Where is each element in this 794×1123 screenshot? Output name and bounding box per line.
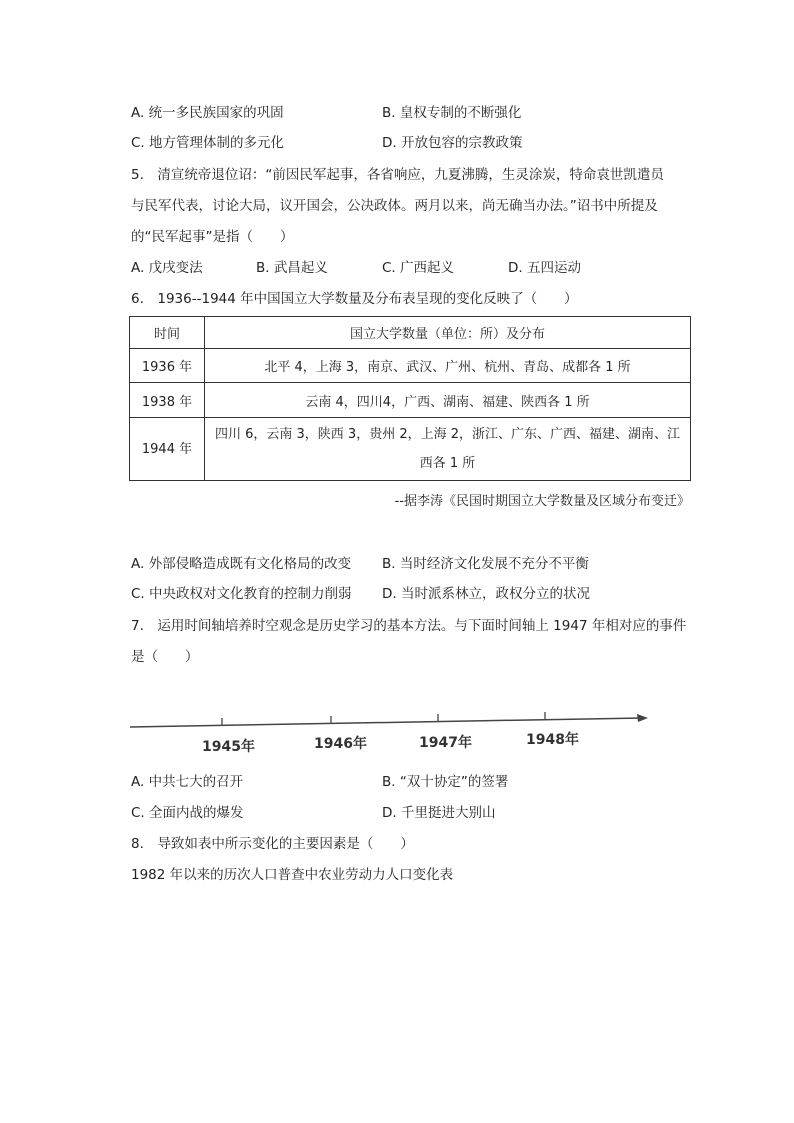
timeline-arrowhead [637, 714, 648, 722]
q7-option-c: C. 全面内战的爆发 [131, 805, 244, 821]
header-time: 时间 [130, 317, 205, 349]
q7-option-b: B. “双十协定”的签署 [382, 774, 509, 790]
timeline-label-1947: 1947年 [419, 735, 472, 751]
q4-option-b: B. 皇权专制的不断强化 [382, 105, 522, 121]
timeline-label-1946: 1946年 [314, 736, 367, 752]
row-distribution: 云南 4，四川4，广西、湖南、福建、陕西各 1 所 [205, 383, 691, 418]
timeline-label-1948: 1948年 [526, 732, 579, 748]
row-distribution-line2: 西各 1 所 [419, 456, 476, 471]
q5-option-b: B. 武昌起义 [256, 260, 328, 276]
q7-option-a: A. 中共七大的召开 [131, 774, 244, 790]
table-row [130, 383, 691, 418]
timeline-label-1945: 1945年 [202, 739, 255, 755]
row-distribution: 北平 4，上海 3，南京、武汉、广州、杭州、青岛、成都各 1 所 [205, 349, 691, 383]
row-year: 1938 年 [130, 383, 205, 418]
header-distribution: 国立大学数量（单位：所）及分布 [205, 317, 691, 349]
q7-option-d: D. 千里挺进大别山 [382, 805, 496, 821]
q5-option-d: D. 五四运动 [508, 260, 581, 276]
q4-option-d: D. 开放包容的宗教政策 [382, 135, 523, 151]
q5-stem-line2: 与民军代表，讨论大局，议开国会，公决政体。两月以来，尚无确当办法。”诏书中所提及 [131, 198, 658, 214]
table-row [130, 349, 691, 383]
q5-stem-line3: 的“民军起事”是指（ ） [131, 229, 294, 245]
q7-stem-line2: 是（ ） [131, 649, 199, 665]
university-distribution-table [129, 316, 691, 481]
row-distribution [205, 418, 691, 481]
q6-option-c: C. 中央政权对文化教育的控制力削弱 [131, 586, 352, 602]
row-distribution-line1: 四川 6，云南 3，陕西 3，贵州 2，上海 2，浙江、广东、广西、福建、湖南、江 [214, 427, 681, 442]
q6-option-b: B. 当时经济文化发展不充分不平衡 [382, 556, 589, 572]
q5-option-c: C. 广西起义 [382, 260, 455, 276]
q4-option-c: C. 地方管理体制的多元化 [131, 135, 285, 151]
q8-table-caption: 1982 年以来的历次人口普查中农业劳动力人口变化表 [131, 867, 454, 883]
q6-stem: 6. 1936--1944 年中国国立大学数量及分布表呈现的变化反映了（ ） [131, 291, 578, 307]
q5-option-a: A. 戊戌变法 [131, 260, 203, 276]
q5-stem-line1: 5. 清宣统帝退位诏：“前因民军起事，各省响应，九夏沸腾，生灵涂炭，特命袁世凯遣员 [131, 167, 664, 183]
q4-option-a: A. 统一多民族国家的巩固 [131, 105, 284, 121]
q6-option-d: D. 当时派系林立，政权分立的状况 [382, 586, 590, 602]
table-row [130, 418, 691, 481]
timeline-axis [130, 718, 640, 727]
q8-stem: 8. 导致如表中所示变化的主要因素是（ ） [131, 836, 414, 852]
table-header-row [130, 317, 691, 349]
q6-option-a: A. 外部侵略造成既有文化格局的改变 [131, 556, 352, 572]
timeline-figure [128, 705, 652, 765]
table-source-citation: --据李涛《民国时期国立大学数量及区域分布变迁》 [394, 494, 690, 509]
row-year: 1944 年 [130, 418, 205, 481]
q7-stem-line1: 7. 运用时间轴培养时空观念是历史学习的基本方法。与下面时间轴上 1947 年相对应的事件 [131, 618, 687, 634]
row-year: 1936 年 [130, 349, 205, 383]
